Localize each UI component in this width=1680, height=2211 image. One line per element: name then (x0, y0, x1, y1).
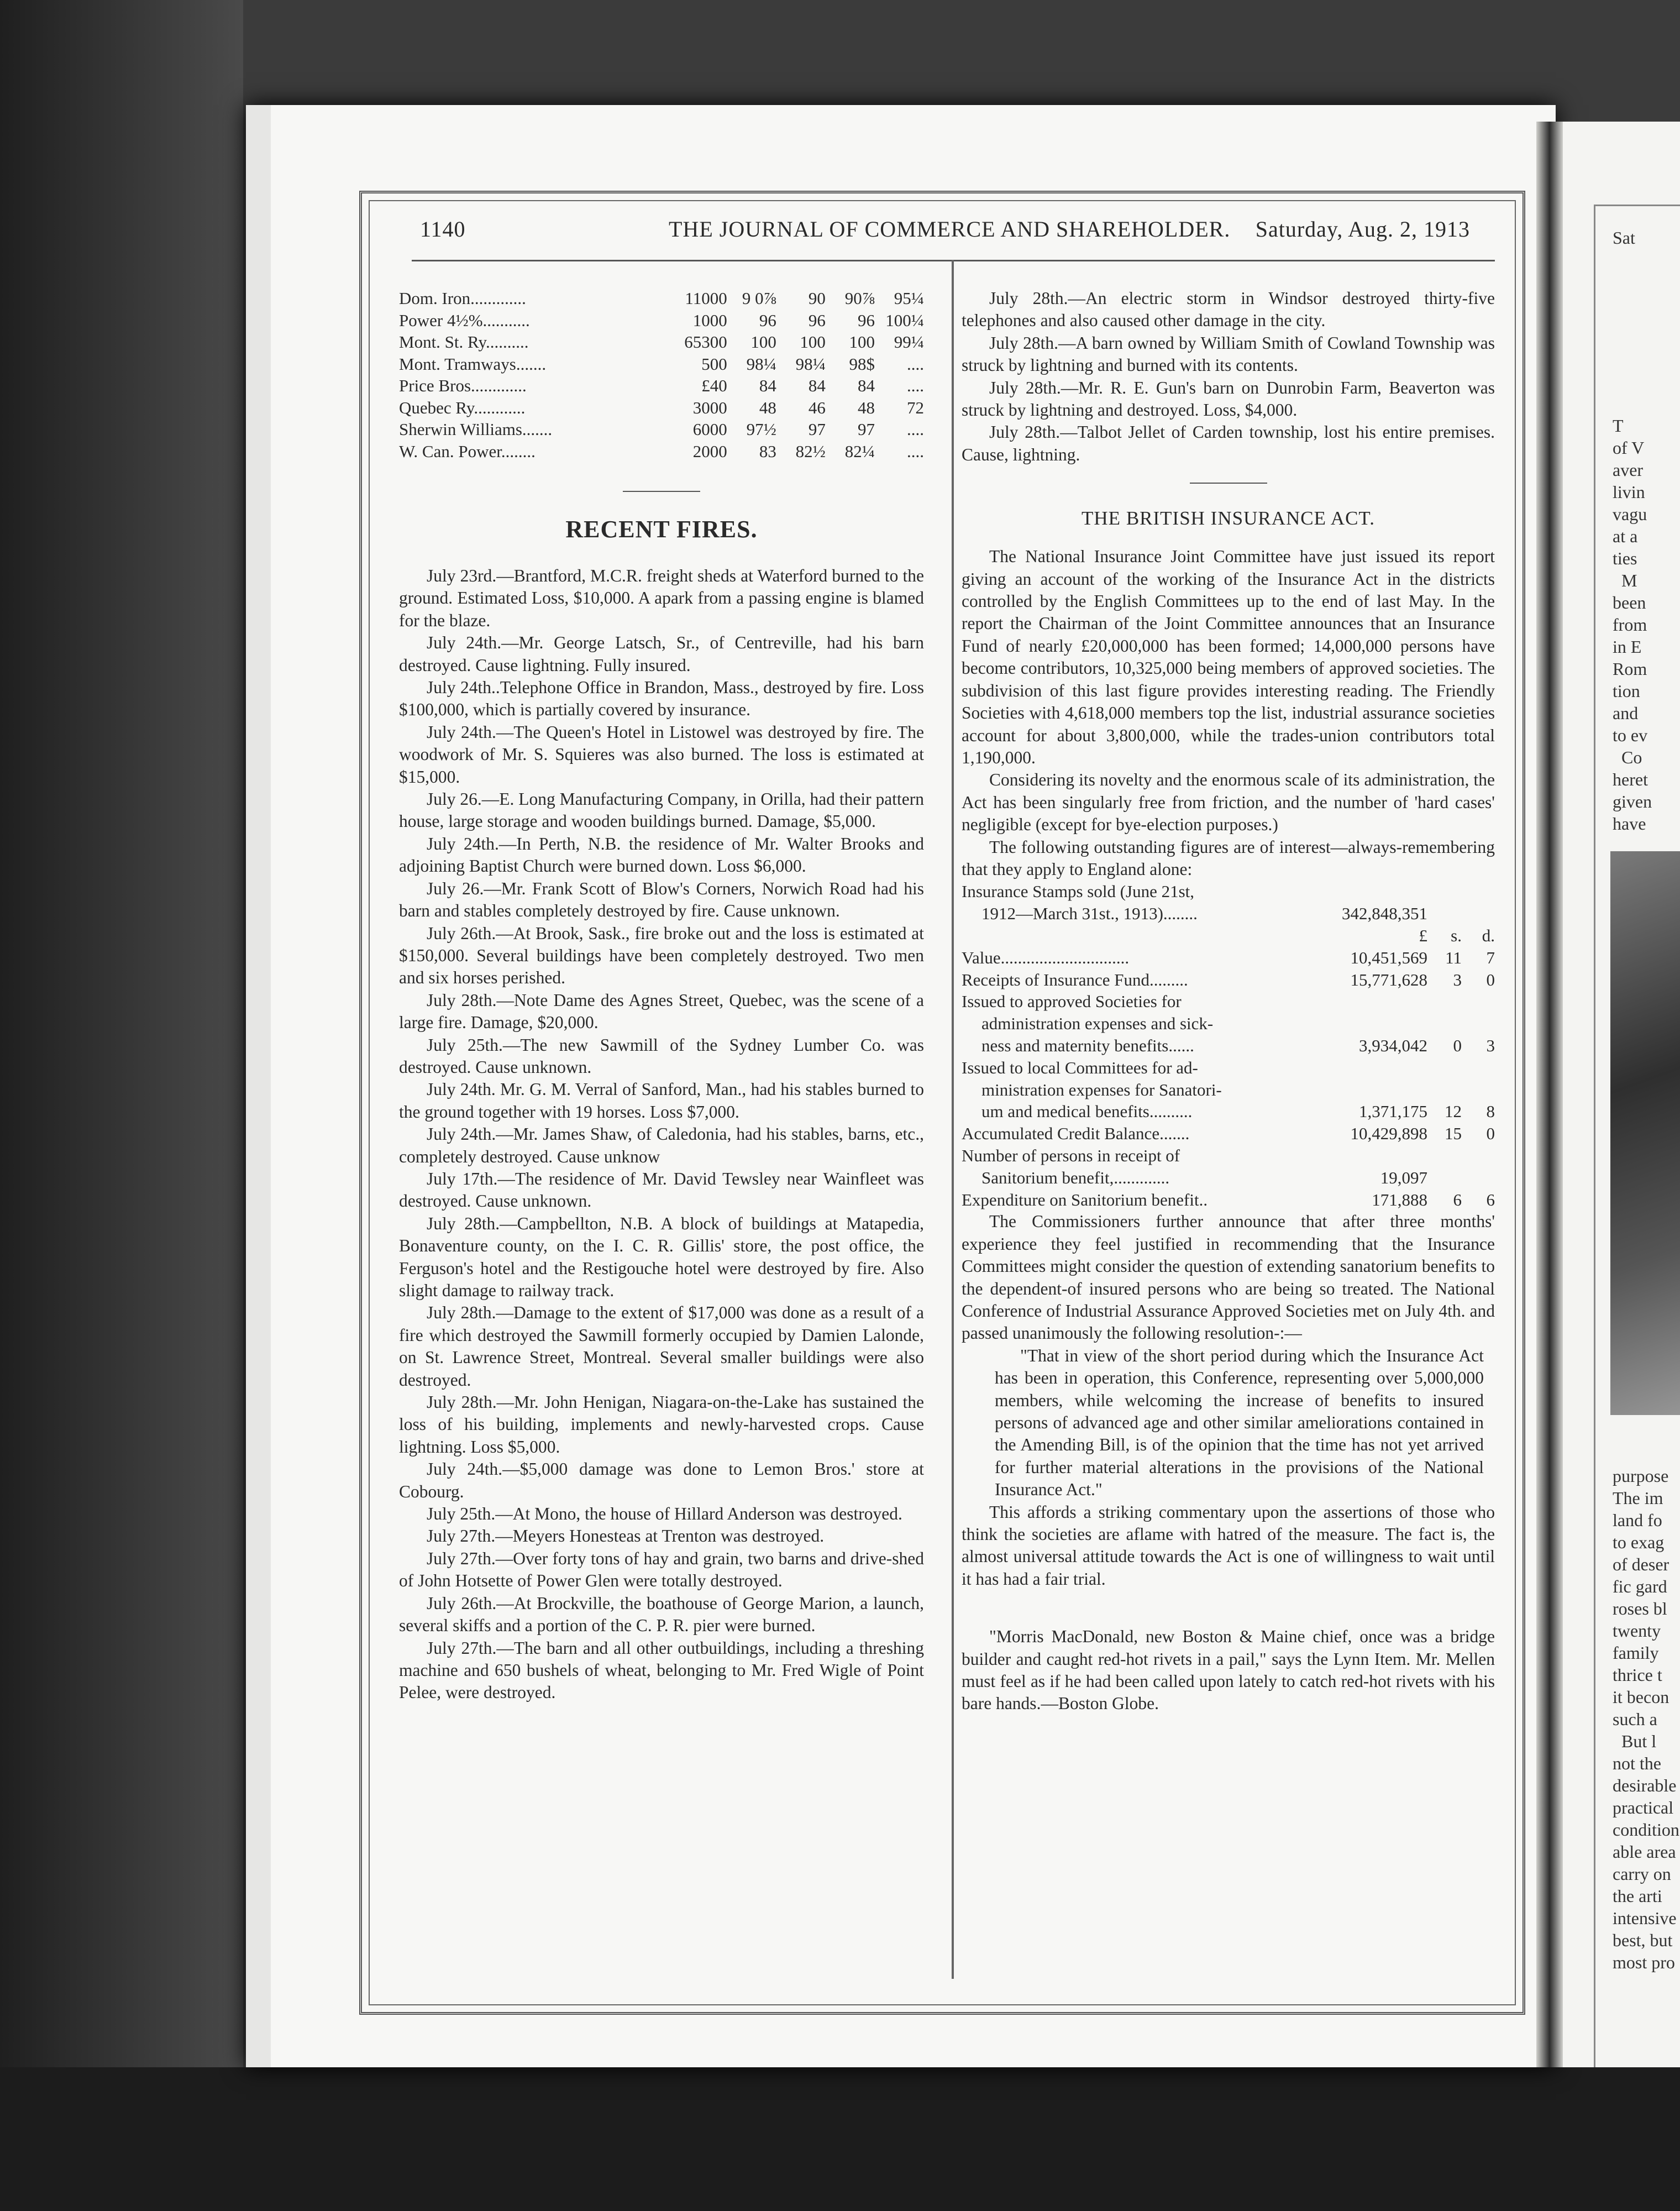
stock-value: £40 (701, 376, 727, 395)
stock-name: Power 4½%........... (399, 310, 530, 330)
figures-amount: 10,451,569 (1350, 947, 1427, 967)
figures-pence (1462, 903, 1495, 925)
fire-report: July 25th.—The new Sawmill of the Sydney Lumber Co. was destroyed. Cause unknown. (399, 1035, 924, 1077)
figures-pence: 7 (1486, 947, 1495, 967)
journal-title: THE JOURNAL OF COMMERCE AND SHAREHOLDER. (669, 217, 1231, 242)
figures-label: administration expenses and sick- (981, 1014, 1214, 1034)
figures-amount: 342,848,351 (1342, 904, 1427, 924)
fire-report: July 27th.—The barn and all other outbuildings, including a threshing machine and 650 bushels of wheat, belonging to Mr. Fred Wigle of Point Pelee, were destroyed. (399, 1638, 924, 1702)
figures-label: Number of persons in receipt of (962, 1145, 1180, 1165)
figures-pence (1462, 1145, 1495, 1167)
fire-report: July 28th.—Note Dame des Agnes Street, Quebec, was the scene of a large fire. Damage, $20,000. (399, 990, 924, 1033)
section-divider (1190, 483, 1267, 484)
stock-row (399, 331, 924, 353)
stock-value: 95¼ (894, 289, 924, 308)
figures-row (962, 1057, 1495, 1079)
figures-row (962, 1079, 1495, 1101)
figures-label: Issued to approved Societies for (962, 992, 1182, 1012)
figures-amount (1322, 991, 1427, 1013)
figures-shillings (1427, 991, 1462, 1013)
fire-report: July 28th.—Talbot Jellet of Carden township, lost his entire premises. Cause, lightning. (962, 422, 1495, 464)
figures-shillings: 11 (1445, 947, 1462, 967)
stock-value: 11000 (685, 289, 727, 308)
left-column (399, 287, 924, 1704)
stock-value: 83 (759, 441, 776, 461)
figures-shillings: 12 (1445, 1102, 1462, 1122)
fire-report: July 28th.—A barn owned by William Smith of Cowland Township was struck by lightning and burned with its contents. (962, 333, 1495, 375)
column-rule (952, 260, 954, 1979)
fire-report: July 26th.—At Brockville, the boathouse of George Marion, a launch, several skiffs and a portion of the C. P. R. pier were burned. (399, 1593, 924, 1636)
stock-value: 100 (849, 332, 875, 352)
figures-shillings (1427, 1057, 1462, 1079)
stock-value: 100 (750, 332, 776, 352)
resolution-text: "That in view of the short period during which the Insurance Act has been in operation, this Conference, representing over 5,000,000 members, while welcoming the increase of benefits to insured persons of advanced age and other similar ameliorations contained in the Amending Bill, is of the opinion that the time has not yet arrived for further material alterations in the provisions of the National Insurance Act." (995, 1345, 1484, 1500)
stock-name: Mont. St. Ry.......... (399, 332, 529, 352)
figures-row (962, 881, 1495, 903)
fire-report: July 24th.—Mr. George Latsch, Sr., of Centreville, had his barn destroyed. Cause lightning. Fully insured. (399, 633, 924, 675)
figures-row (962, 1167, 1495, 1189)
figures-amount: 171,888 (1372, 1190, 1427, 1209)
figures-amount: £ (1419, 925, 1427, 945)
fire-report: July 27th.—Over forty tons of hay and grain, two barns and drive-shed of John Hotsette of Power Glen were totally destroyed. (399, 1548, 924, 1591)
stock-row (399, 375, 924, 397)
figures-shillings: 6 (1453, 1190, 1462, 1209)
stock-value: 100¼ (885, 310, 924, 330)
insurance-paragraph: The National Insurance Joint Committee have just issued its report giving an account of the working of the Insurance Act in the districts controlled by the English Committees up to the end of last May. In the report the Chairman of the Joint Committee announces that an Insurance Fund of nearly £20,000,000 has been formed; 14,000,000 persons have become contributors, 10,325,000 being members of approved societies. The subdivision of this last figure provides interesting reading. The Friendly Societies with 4,618,000 members top the list, industrial assurance societies account for about 3,800,000, while the trades-union contributors total 1,190,000. (962, 547, 1495, 767)
fire-report: July 26.—Mr. Frank Scott of Blow's Corners, Norwich Road had his barn and stables completely destroyed by fire. Cause unknown. (399, 878, 924, 921)
stock-value: 65300 (684, 332, 727, 352)
figures-row (962, 969, 1495, 991)
fire-report: July 28th.—Mr. R. E. Gun's barn on Dunrobin Farm, Beaverton was struck by lightning and destroyed. Loss, $4,000. (962, 378, 1495, 420)
stock-value: .... (907, 420, 924, 439)
stock-value: 98¼ (746, 354, 776, 374)
insurance-paragraph: Considering its novelty and the enormous scale of its administration, the Act has been singularly free from friction, and the number of 'hard cases' negligible (except for bye-election purposes.) (962, 770, 1495, 835)
figures-label: Issued to local Committees for ad- (962, 1057, 1198, 1077)
fire-report: July 24th.—$5,000 damage was done to Lemon Bros.' store at Cobourg. (399, 1459, 924, 1501)
stock-row (399, 310, 924, 332)
page-header (420, 213, 1470, 246)
figures-pence (1462, 1167, 1495, 1189)
stock-value: 48 (857, 397, 875, 417)
insurance-act-text (962, 546, 1495, 881)
stock-value: 84 (759, 376, 776, 395)
recent-fires-title: RECENT FIRES. (565, 516, 758, 543)
figures-amount: 15,771,628 (1350, 970, 1427, 989)
issue-date: Saturday, Aug. 2, 1913 (1255, 217, 1470, 242)
stock-value: 48 (759, 397, 776, 417)
stock-name: Sherwin Williams....... (399, 420, 553, 439)
stock-value: 98$ (849, 354, 875, 374)
figures-label: 1912—March 31st., 1913)........ (981, 904, 1198, 924)
figures-pence: 0 (1486, 1124, 1495, 1144)
fire-report: July 26.—E. Long Manufacturing Company, in Orilla, had their pattern house, large storage and wooden buildings burned. Damage, $5,000. (399, 789, 924, 831)
stock-table (399, 287, 924, 462)
figures-amount: 1,371,175 (1359, 1102, 1427, 1122)
figures-shillings (1427, 881, 1462, 903)
fire-report: July 28th.—An electric storm in Windsor destroyed thirty-five telephones and also caused other damage in the city. (962, 289, 1495, 331)
page-edge (246, 105, 271, 2067)
figures-row (962, 1189, 1495, 1211)
adjacent-page-photo (1610, 851, 1680, 1415)
figures-pence (1462, 1057, 1495, 1079)
fires-continued (962, 287, 1495, 466)
stock-value: .... (907, 376, 924, 395)
stock-value: 100 (800, 332, 826, 352)
stock-value: 96 (857, 310, 875, 330)
figures-pence (1462, 991, 1495, 1013)
stock-value: 97½ (746, 420, 776, 439)
fire-report: July 24th.—The Queen's Hotel in Listowel was destroyed by fire. The woodwork of Mr. S. Squieres was also burned. The loss is estimated at $15,000. (399, 722, 924, 787)
figures-label: Sanitorium benefit,............. (981, 1167, 1170, 1187)
fire-report: July 17th.—The residence of Mr. David Tewsley near Wainfleet was destroyed. Cause unknown. (399, 1169, 924, 1211)
figures-shillings: s. (1451, 925, 1462, 945)
figures-row (962, 1145, 1495, 1167)
stock-value: 1000 (692, 310, 727, 330)
fire-report: July 24th. Mr. G. M. Verral of Sanford, Man., had his stables burned to the ground together with 19 horses. Loss $7,000. (399, 1080, 924, 1122)
stock-value: 97 (808, 420, 826, 439)
figures-shillings (1427, 1013, 1462, 1035)
stock-value: 84 (857, 376, 875, 395)
fire-report: July 23rd.—Brantford, M.C.R. freight sheds at Waterford burned to the ground. Estimated Loss, $10,000. A apark from a passing engine is blamed for the blaze. (399, 566, 924, 630)
insurance-act-after: The Commissioners further announce that after three months' experience they feel justified in recommending that the Insurance Committees might consider the question of extending sanatorium benefits to the dependent-of insured persons who are being so treated. The National Conference of Industrial Assurance Approved Societies met on July 4th. and passed unanimously the following resolution-:— (962, 1212, 1495, 1343)
stock-value: 9 0⅞ (742, 289, 776, 308)
stock-value: .... (907, 354, 924, 374)
boston-globe-item: "Morris MacDonald, new Boston & Maine chief, once was a bridge builder and caught red-hot rivets in a pail," says the Lynn Item. Mr. Mellen must feel as if he had been called upon lately to catch red-hot rivets with his bare hands.—Boston Globe. (962, 1627, 1495, 1714)
stock-name: Price Bros............. (399, 376, 527, 395)
figures-row (962, 991, 1495, 1013)
figures-label: Receipts of Insurance Fund......... (962, 970, 1188, 989)
book-gutter (1536, 122, 1563, 2067)
stock-name: Mont. Tramways....... (399, 354, 547, 374)
figures-label: Accumulated Credit Balance....... (962, 1124, 1190, 1144)
fire-report: July 25th.—At Mono, the house of Hillard Anderson was destroyed. (427, 1504, 902, 1524)
stock-row (399, 353, 924, 375)
stock-row (399, 441, 924, 463)
figures-pence: 8 (1486, 1102, 1495, 1122)
figures-row (962, 1013, 1495, 1035)
figures-pence: 3 (1486, 1035, 1495, 1055)
figures-row (962, 1035, 1495, 1057)
stock-value: 90 (808, 289, 826, 308)
figures-shillings: 15 (1445, 1124, 1462, 1144)
stock-value: 82½ (795, 441, 826, 461)
stock-value: 500 (701, 354, 727, 374)
resolution-quote (962, 1345, 1495, 1501)
stock-value: 90⅞ (844, 289, 875, 308)
adjacent-page-text-top: T of V aver livin vagu at a ties M been from in E Rom tion and to ev Co heret given have (1613, 416, 1652, 834)
figures-row (962, 947, 1495, 969)
stock-value: 84 (808, 376, 826, 395)
figures-pence: 0 (1486, 970, 1495, 989)
figures-pence: d. (1482, 925, 1495, 945)
stock-value: 98¼ (795, 354, 826, 374)
stock-value: 99¼ (894, 332, 924, 352)
figures-label: Expenditure on Sanitorium benefit.. (962, 1190, 1208, 1209)
figures-shillings (1427, 1145, 1462, 1167)
fire-report: July 24th..Telephone Office in Brandon, Mass., destroyed by fire. Loss $100,000, which is partially covered by insurance. (399, 678, 924, 720)
figures-amount: 3,934,042 (1359, 1035, 1427, 1055)
insurance-act-title: THE BRITISH INSURANCE ACT. (1082, 507, 1375, 530)
stock-value: 96 (759, 310, 776, 330)
figures-shillings (1427, 1079, 1462, 1101)
figures-shillings (1427, 1167, 1462, 1189)
figures-label: ness and maternity benefits...... (981, 1035, 1194, 1055)
fire-report: July 24th.—In Perth, N.B. the residence of Mr. Walter Brooks and adjoining Baptist Church were burned down. Loss $6,000. (399, 834, 924, 876)
stock-value: 82¼ (844, 441, 875, 461)
figures-amount (1322, 1057, 1427, 1079)
figures-pence (1462, 1013, 1495, 1035)
fire-report: July 26th.—At Brook, Sask., fire broke out and the loss is estimated at $150,000. Several buildings have been completely destroyed. Two men and six horses perished. (399, 923, 924, 988)
recent-fires-text (399, 565, 924, 1704)
background-bottom (0, 2067, 1680, 2211)
right-column (962, 287, 1495, 1715)
background-left (0, 0, 243, 2211)
figures-amount (1322, 1145, 1427, 1167)
figures-pence (1462, 1079, 1495, 1101)
stock-name: Dom. Iron............. (399, 289, 526, 308)
fire-report: July 28th.—Damage to the extent of $17,000 was done as a result of a fire which destroyed the Sawmill formerly occupied by Damien Lalonde, on St. Lawrence Street, Montreal. Several smaller buildings were also destroyed. (399, 1303, 924, 1390)
figures-amount (1322, 1013, 1427, 1035)
figures-row (962, 1101, 1495, 1123)
figures-label: Insurance Stamps sold (June 21st, (962, 882, 1195, 902)
figures-shillings: 0 (1453, 1035, 1462, 1055)
fire-report: July 24th.—Mr. James Shaw, of Caledonia, had his stables, barns, etc., completely destroyed. Cause unknow (399, 1124, 924, 1166)
figures-amount: 10,429,898 (1350, 1124, 1427, 1144)
figures-pence (1462, 881, 1495, 903)
figures-row (962, 1123, 1495, 1145)
stock-row (399, 418, 924, 441)
stock-value: 46 (808, 397, 826, 417)
figures-row (962, 903, 1495, 925)
section-divider (623, 491, 700, 492)
fire-report: July 28th.—Mr. John Henigan, Niagara-on-the-Lake has sustained the loss of his building, implements and newly-harvested crops. Cause lightning. Loss $5,000. (399, 1392, 924, 1456)
fire-report: July 27th.—Meyers Honesteas at Trenton was destroyed. (427, 1526, 825, 1546)
stock-value: 96 (808, 310, 826, 330)
stock-name: Quebec Ry............ (399, 397, 526, 417)
insurance-act-closing: This affords a striking commentary upon the assertions of those who think the societies are aflame with hatred of the measure. The fact is, the almost universal attitude towards the Act is one of willingness to wait until it has had a fair trial. (962, 1502, 1495, 1589)
figures-pence: 6 (1486, 1190, 1495, 1209)
figures-amount: 19,097 (1380, 1167, 1427, 1187)
adjacent-page-header: Sat (1613, 228, 1635, 248)
figures-label: ministration expenses for Sanatori- (981, 1080, 1222, 1099)
stock-value: 6000 (692, 420, 727, 439)
insurance-figures-table (962, 881, 1495, 1211)
figures-shillings (1427, 903, 1462, 925)
stock-name: W. Can. Power........ (399, 441, 536, 461)
adjacent-page (1563, 122, 1680, 2067)
insurance-paragraph: The following outstanding figures are of interest—always-remembering that they apply to England alone: (962, 837, 1495, 879)
figures-row (962, 925, 1495, 947)
stock-value: 72 (907, 397, 924, 417)
stock-value: .... (907, 441, 924, 461)
stock-row (399, 287, 924, 310)
stock-row (399, 397, 924, 419)
fire-report: July 28th.—Campbellton, N.B. A block of buildings at Matapedia, Bonaventure county, on the I. C. R. Gillis' store, the post office, the Ferguson's hotel and the Restigouche hotel were destroyed by fire. Also slight damage to railway track. (399, 1213, 924, 1300)
stock-value: 3000 (692, 397, 727, 417)
figures-label (962, 925, 1322, 947)
adjacent-page-text-bottom: purpose The im land fo to exag of deser fic gard roses bl twenty family thrice t it becon such a But l not the desirable practical condition able area carry on the arti intensive best, but most pro (1613, 1466, 1679, 1972)
stock-value: 2000 (692, 441, 727, 461)
page-number: 1140 (420, 217, 466, 242)
figures-amount (1322, 1079, 1427, 1101)
figures-amount (1322, 881, 1427, 903)
figures-label: um and medical benefits.......... (981, 1102, 1193, 1122)
stock-value: 97 (857, 420, 875, 439)
figures-shillings: 3 (1453, 970, 1462, 989)
figures-label: Value.............................. (962, 947, 1130, 967)
